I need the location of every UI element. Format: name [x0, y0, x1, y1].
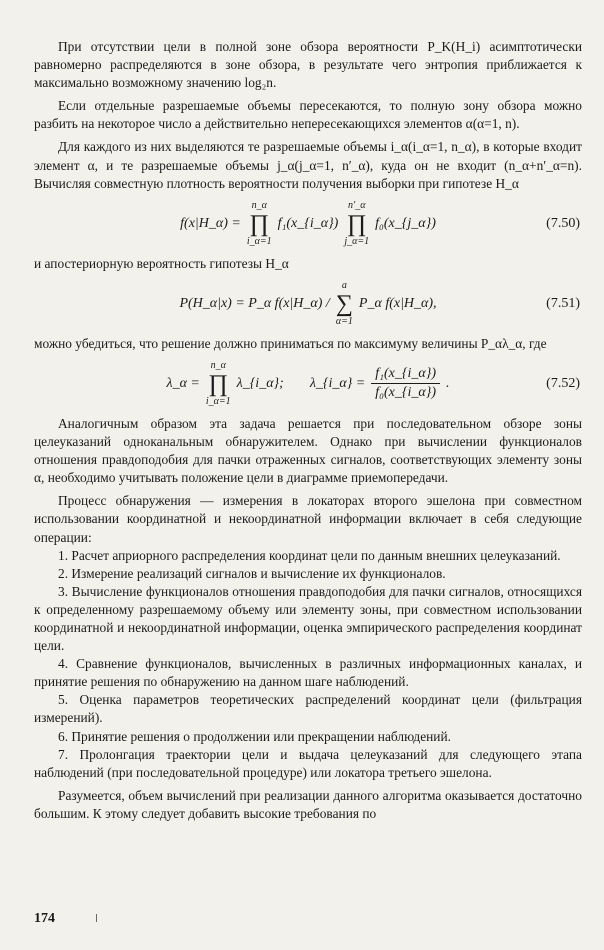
paragraph-6: Аналогичным образом эта задача решается при последовательном обзоре зоны целеуказаний одноканальным обнаружителем. Однако при вычислении функционалов отношения правдоподобия для пачки отраженных сигналов, соответствующих элементу зоны α, необходимо учитывать положение цели в диаграмме приемопередачи.: [34, 415, 582, 486]
paragraph-8: Разумеется, объем вычислений при реализации данного алгоритма оказывается достаточно большим. К этому следует добавить высокие требования по: [34, 787, 582, 821]
eq750-term-1: f₁(x_{i_α}): [277, 215, 339, 231]
list-item: 1. Расчет априорного распределения координат цели по данным внешних целеуказаний.: [58, 547, 561, 563]
eq752-lhs-2: λ_{i_α} =: [309, 375, 366, 391]
list-item: 3. Вычисление функционалов отношения правдоподобия для пачки сигналов, относящихся к определенному разрешаемому объему или элементу зоны, при совместном использовании координатной и некоординатной информации, оценка эмпирического распределения координат цели.: [34, 583, 582, 654]
paragraph-2: Если отдельные разрешаемые объемы пересекаются, то полную зону обзора можно разбить на некоторое число a действительно непересекающихся элементов α(α=1, n).: [34, 98, 582, 132]
equation-7-50: [34, 193, 582, 255]
eq751-term: P_α f(x|H_α),: [358, 295, 437, 311]
eq752-fraction: [371, 367, 440, 401]
eq750-product-1: n_α ∏ i_α=1: [246, 199, 272, 247]
paragraph-3: Для каждого из них выделяются те разрешаемые объемы i_α(i_α=1, n_α), в которые входит элемент α, и те разрешаемые объемы j_α(j_α=1, n′_α), куда он не входит (n_α+n′_α=n). Вычисляя совместную плотность вероятности получения выборки при гипотезе H_α: [34, 139, 582, 191]
paragraph-7: Процесс обнаружения — измерения в локаторах второго эшелона при совместном использовании координатной и некоординатной информации включает в себя следующие операции:: [34, 493, 582, 545]
list-item: 7. Пролонгация траектории цели и выдача целеуказаний для следующего этапа наблюдений (при последовательной процедуре) или локатора третьего эшелона.: [34, 746, 582, 780]
eq750-term-2: f₀(x_{j_α}): [375, 215, 436, 231]
eq751-sum: a ∑ α=1: [335, 279, 353, 327]
equation-number-7-50: (7.50): [546, 215, 580, 231]
paragraph-5: можно убедиться, что решение должно приниматься по максимуму величины P_αλ_α, где: [34, 335, 547, 351]
eq752-product: n_α ∏ i_α=1: [205, 359, 231, 407]
paragraph-1: При отсутствии цели в полной зоне обзора вероятности P_K(H_i) асимптотически равномерно распределяются в зоне обзора, в результате чего энтропия приближается к максимально возможному значению log₂n.: [34, 39, 582, 91]
eq750-product-2: n′_α ∏ j_α=1: [344, 199, 370, 247]
eq752-denominator: f₀(x_{i_α}): [375, 385, 436, 401]
eq751-lhs: P(H_α|x) = P_α f(x|H_α) /: [179, 295, 330, 311]
margin-mark: [96, 914, 97, 922]
equation-number-7-52: (7.52): [546, 375, 580, 391]
eq750-lhs: f(x|H_α) =: [180, 215, 241, 231]
list-item: 5. Оценка параметров теоретических распределений координат цели (фильтрация измерений).: [34, 692, 582, 726]
eq752-numerator: f₁(x_{i_α}): [371, 367, 440, 385]
eq752-term: λ_{i_α};: [236, 375, 284, 391]
list-item: 6. Принятие решения о продолжении или прекращении наблюдений.: [58, 728, 451, 744]
page-number: 174: [34, 911, 55, 926]
equation-7-51: [34, 273, 582, 335]
eq752-lhs: λ_α =: [166, 375, 200, 391]
equation-number-7-51: (7.51): [546, 295, 580, 311]
paragraph-4: и апостериорную вероятность гипотезы H_α: [34, 255, 289, 271]
eq752-tail: .: [446, 375, 450, 391]
operations-list: [34, 547, 582, 782]
list-item: 4. Сравнение функционалов, вычисленных в различных информационных каналах, и принятие решения по обнаружению на данном шаге наблюдений.: [34, 656, 582, 690]
equation-7-52: [34, 353, 582, 415]
list-item: 2. Измерение реализаций сигналов и вычисление их функционалов.: [58, 565, 446, 581]
